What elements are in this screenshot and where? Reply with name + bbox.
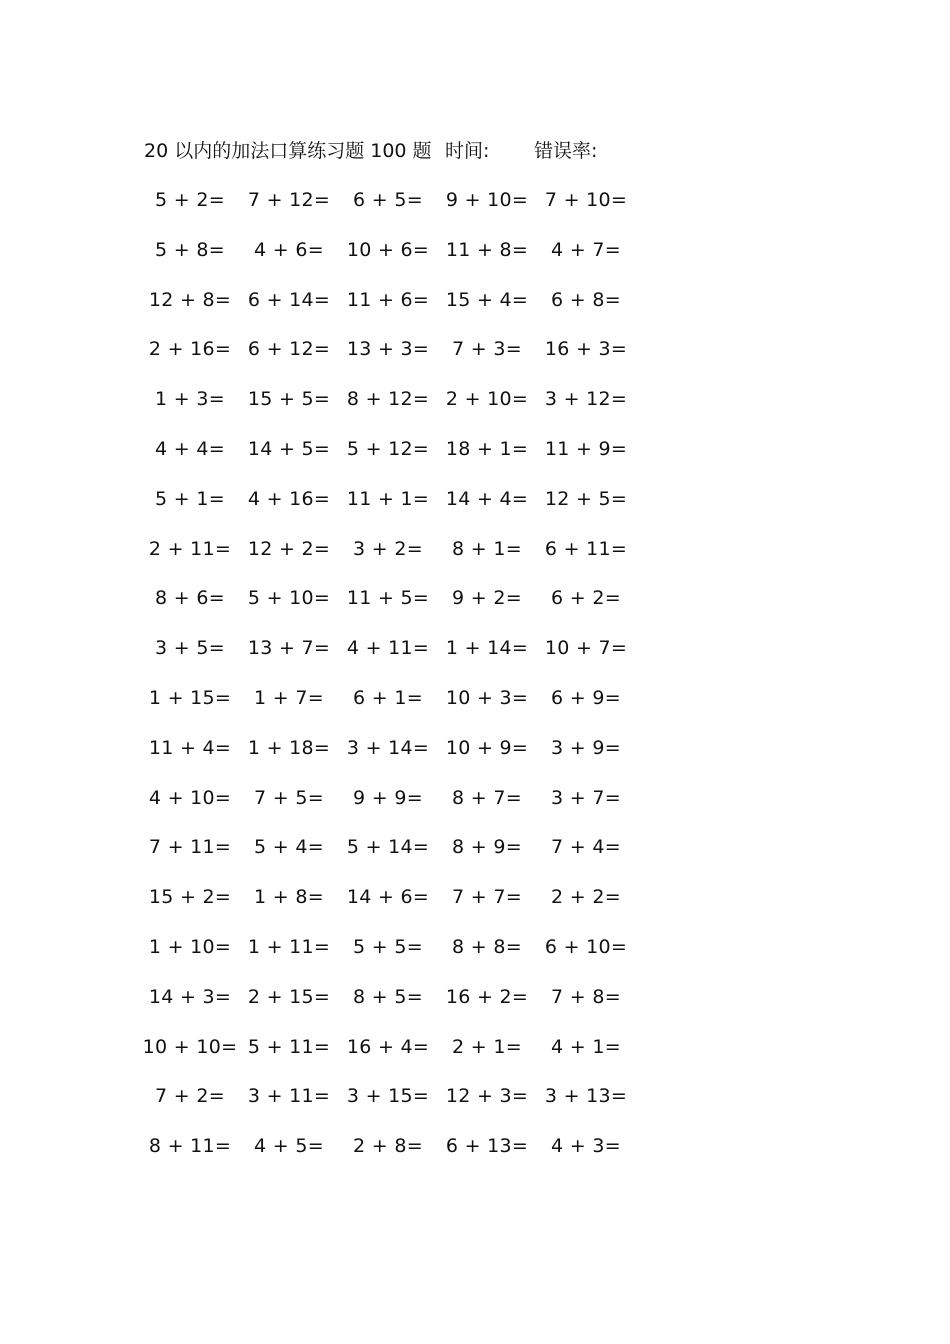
problem-item: 6 + 8= — [551, 288, 621, 311]
problem-item: 8 + 6= — [155, 587, 225, 610]
problem-item: 11 + 5= — [346, 587, 430, 610]
problem-item: 12 + 8= — [148, 288, 232, 311]
problem-item: 1 + 7= — [254, 686, 324, 709]
problem-item: 6 + 14= — [247, 288, 331, 311]
problem-item: 11 + 1= — [346, 487, 430, 510]
problem-item: 10 + 7= — [544, 637, 628, 660]
problem-item: 1 + 10= — [148, 935, 232, 958]
problem-item: 1 + 18= — [247, 736, 331, 759]
problem-item: 4 + 1= — [551, 1035, 621, 1058]
problem-item: 18 + 1= — [445, 437, 529, 460]
problem-item: 4 + 10= — [148, 786, 232, 809]
problem-row — [140, 734, 640, 784]
problem-item: 8 + 5= — [353, 985, 423, 1008]
problem-item: 8 + 11= — [148, 1135, 232, 1158]
problem-item: 3 + 11= — [247, 1085, 331, 1108]
problem-item: 5 + 5= — [353, 935, 423, 958]
problem-item: 7 + 10= — [544, 189, 628, 211]
error-rate-label: 错误率: — [534, 140, 598, 162]
problem-item: 1 + 15= — [148, 686, 232, 709]
problem-item: 5 + 12= — [346, 437, 430, 460]
problem-item: 6 + 11= — [544, 537, 628, 560]
problem-item: 4 + 7= — [551, 238, 621, 261]
problem-item: 14 + 5= — [247, 437, 331, 460]
problem-item: 7 + 8= — [551, 985, 621, 1008]
problem-row — [140, 435, 640, 485]
problem-item: 8 + 12= — [346, 388, 430, 411]
problem-item: 3 + 15= — [346, 1085, 430, 1108]
problem-item: 5 + 4= — [254, 836, 324, 859]
problem-item: 9 + 9= — [353, 786, 423, 809]
problem-item: 15 + 2= — [148, 886, 232, 909]
problem-item: 13 + 7= — [247, 637, 331, 660]
problem-item: 14 + 3= — [148, 985, 232, 1008]
problem-row — [140, 784, 640, 834]
problem-item: 16 + 3= — [544, 338, 628, 361]
problem-item: 5 + 1= — [155, 487, 225, 510]
problem-item: 15 + 5= — [247, 388, 331, 411]
problem-item: 4 + 5= — [254, 1135, 324, 1158]
problem-row — [140, 584, 640, 634]
problem-row — [140, 1033, 640, 1083]
problem-item: 16 + 2= — [445, 985, 529, 1008]
problem-item: 15 + 4= — [445, 288, 529, 311]
problem-item: 1 + 14= — [445, 637, 529, 660]
problem-row — [140, 1082, 640, 1132]
problem-item: 3 + 5= — [155, 637, 225, 660]
problem-row — [140, 933, 640, 983]
problem-item: 4 + 3= — [551, 1135, 621, 1158]
problem-item: 3 + 2= — [353, 537, 423, 560]
problem-item: 7 + 11= — [148, 836, 232, 859]
problem-item: 3 + 13= — [544, 1085, 628, 1108]
problem-item: 6 + 1= — [353, 686, 423, 709]
problem-item: 14 + 6= — [346, 886, 430, 909]
problem-item: 16 + 4= — [346, 1035, 430, 1058]
problem-item: 4 + 6= — [254, 238, 324, 261]
problem-item: 3 + 12= — [544, 388, 628, 411]
problem-item: 11 + 6= — [346, 288, 430, 311]
problem-row — [140, 983, 640, 1033]
worksheet-header — [144, 137, 664, 165]
problem-row — [140, 335, 640, 385]
problem-item: 1 + 3= — [155, 388, 225, 411]
problem-item: 6 + 5= — [353, 189, 423, 211]
problem-item: 8 + 9= — [452, 836, 522, 859]
problem-item: 10 + 3= — [445, 686, 529, 709]
problem-row — [140, 833, 640, 883]
problem-item: 9 + 2= — [452, 587, 522, 610]
problem-row — [140, 286, 640, 336]
problem-item: 4 + 16= — [247, 487, 331, 510]
problem-item: 4 + 4= — [155, 437, 225, 460]
problem-item: 10 + 10= — [142, 1035, 238, 1058]
problem-item: 8 + 7= — [452, 786, 522, 809]
problem-item: 11 + 4= — [148, 736, 232, 759]
problem-item: 2 + 11= — [148, 537, 232, 560]
problem-item: 2 + 8= — [353, 1135, 423, 1158]
problem-item: 5 + 10= — [247, 587, 331, 610]
problem-item: 4 + 11= — [346, 637, 430, 660]
problem-item: 5 + 14= — [346, 836, 430, 859]
problem-row — [140, 684, 640, 734]
problem-item: 6 + 9= — [551, 686, 621, 709]
problem-row — [140, 236, 640, 286]
problem-item: 7 + 4= — [551, 836, 621, 859]
problem-item: 6 + 12= — [247, 338, 331, 361]
problem-item: 8 + 1= — [452, 537, 522, 560]
problem-item: 12 + 5= — [544, 487, 628, 510]
problem-item: 13 + 3= — [346, 338, 430, 361]
problem-grid — [140, 186, 640, 1182]
problem-item: 3 + 7= — [551, 786, 621, 809]
problem-item: 2 + 15= — [247, 985, 331, 1008]
problem-row — [140, 385, 640, 435]
problem-item: 9 + 10= — [445, 189, 529, 211]
problem-item: 7 + 2= — [155, 1085, 225, 1108]
problem-item: 3 + 14= — [346, 736, 430, 759]
problem-item: 7 + 7= — [452, 886, 522, 909]
problem-item: 3 + 9= — [551, 736, 621, 759]
problem-item: 2 + 2= — [551, 886, 621, 909]
problem-row — [140, 485, 640, 535]
problem-item: 10 + 6= — [346, 238, 430, 261]
time-label: 时间: — [445, 140, 490, 162]
problem-item: 7 + 5= — [254, 786, 324, 809]
problem-item: 1 + 11= — [247, 935, 331, 958]
worksheet-title: 20 以内的加法口算练习题 100 题 — [144, 140, 432, 162]
problem-item: 5 + 2= — [155, 189, 225, 211]
problem-row — [140, 883, 640, 933]
problem-item: 12 + 3= — [445, 1085, 529, 1108]
problem-item: 2 + 16= — [148, 338, 232, 361]
problem-item: 8 + 8= — [452, 935, 522, 958]
problem-item: 7 + 12= — [247, 189, 331, 211]
problem-item: 7 + 3= — [452, 338, 522, 361]
problem-row — [140, 1132, 640, 1182]
problem-row — [140, 535, 640, 585]
problem-item: 11 + 8= — [445, 238, 529, 261]
problem-item: 1 + 8= — [254, 886, 324, 909]
problem-item: 2 + 1= — [452, 1035, 522, 1058]
problem-item: 5 + 8= — [155, 238, 225, 261]
problem-item: 6 + 10= — [544, 935, 628, 958]
problem-item: 6 + 13= — [445, 1135, 529, 1158]
problem-item: 5 + 11= — [247, 1035, 331, 1058]
problem-item: 6 + 2= — [551, 587, 621, 610]
problem-item: 10 + 9= — [445, 736, 529, 759]
problem-item: 14 + 4= — [445, 487, 529, 510]
problem-item: 11 + 9= — [544, 437, 628, 460]
problem-row — [140, 634, 640, 684]
problem-item: 2 + 10= — [445, 388, 529, 411]
problem-item: 12 + 2= — [247, 537, 331, 560]
problem-row — [140, 186, 640, 236]
